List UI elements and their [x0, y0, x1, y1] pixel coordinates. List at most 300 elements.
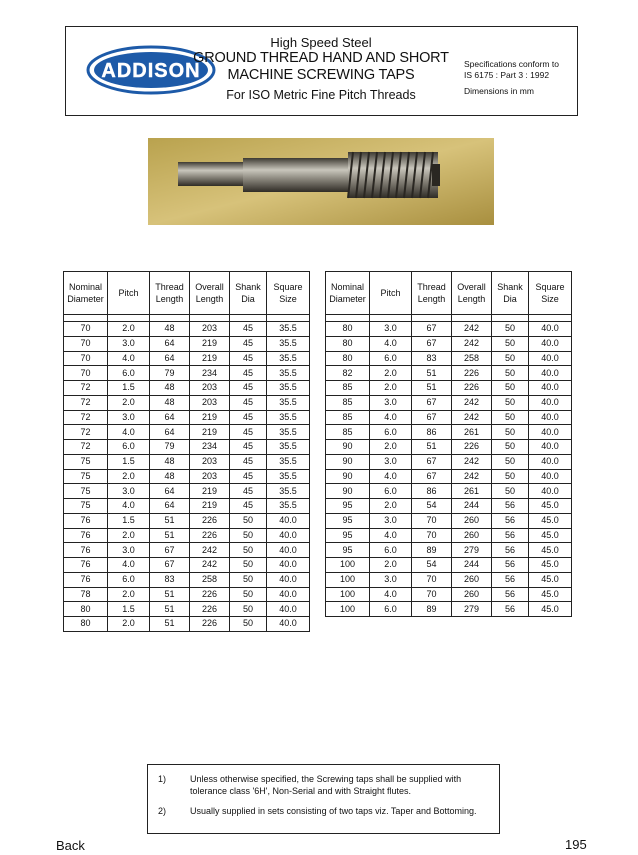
table-cell: 35.5: [267, 469, 310, 484]
table-cell: 79: [150, 366, 190, 381]
title-line-3: MACHINE SCREWING TAPS: [227, 67, 415, 83]
table-cell: 226: [190, 602, 230, 617]
col-thread-length: Thread Length: [412, 272, 452, 315]
spacer-cell: [230, 315, 267, 322]
table-cell: 2.0: [370, 366, 412, 381]
table-cell: 51: [150, 602, 190, 617]
table-row: [64, 469, 310, 484]
table-cell: 70: [412, 572, 452, 587]
spec-table-right: [325, 271, 572, 617]
table-row: [326, 602, 572, 617]
table-cell: 3.0: [370, 322, 412, 337]
table-cell: 45: [230, 440, 267, 455]
table-cell: 244: [452, 558, 492, 573]
table-cell: 45: [230, 351, 267, 366]
table-cell: 6.0: [370, 351, 412, 366]
table-cell: 67: [412, 454, 452, 469]
table-cell: 75: [64, 499, 108, 514]
table-cell: 80: [64, 602, 108, 617]
table-cell: 45: [230, 395, 267, 410]
table-row: [64, 410, 310, 425]
table-cell: 50: [492, 454, 529, 469]
table-cell: 219: [190, 425, 230, 440]
table-cell: 45.0: [529, 587, 572, 602]
table-cell: 3.0: [370, 513, 412, 528]
table-cell: 67: [412, 410, 452, 425]
table-cell: 50: [230, 617, 267, 632]
table-row: [326, 410, 572, 425]
table-cell: 40.0: [529, 454, 572, 469]
table-cell: 51: [150, 528, 190, 543]
table-cell: 76: [64, 513, 108, 528]
spacer-cell: [326, 315, 370, 322]
table-cell: 226: [452, 381, 492, 396]
table-cell: 4.0: [108, 558, 150, 573]
table-row: [64, 395, 310, 410]
table-cell: 50: [492, 322, 529, 337]
table-cell: 45: [230, 454, 267, 469]
table-cell: 89: [412, 543, 452, 558]
table-cell: 219: [190, 351, 230, 366]
table-cell: 219: [190, 499, 230, 514]
table-cell: 50: [230, 558, 267, 573]
table-cell: 70: [412, 528, 452, 543]
table-cell: 2.0: [108, 322, 150, 337]
page-number: 195: [565, 837, 587, 852]
right-table-body: [326, 315, 572, 617]
spacer-cell: [108, 315, 150, 322]
table-row: [64, 322, 310, 337]
table-cell: 85: [326, 381, 370, 396]
table-cell: 40.0: [529, 351, 572, 366]
table-cell: 3.0: [108, 410, 150, 425]
notes-box: [147, 764, 500, 834]
table-cell: 258: [452, 351, 492, 366]
table-cell: 40.0: [529, 425, 572, 440]
table-cell: 2.0: [370, 440, 412, 455]
spacer-cell: [412, 315, 452, 322]
table-cell: 3.0: [370, 572, 412, 587]
table-cell: 35.5: [267, 336, 310, 351]
table-cell: 64: [150, 336, 190, 351]
table-row: [326, 513, 572, 528]
table-row: [64, 499, 310, 514]
table-cell: 279: [452, 602, 492, 617]
tap-photo: [148, 138, 494, 225]
table-cell: 40.0: [529, 366, 572, 381]
table-row: [64, 602, 310, 617]
table-cell: 86: [412, 484, 452, 499]
table-cell: 56: [492, 543, 529, 558]
table-cell: 48: [150, 395, 190, 410]
table-cell: 260: [452, 513, 492, 528]
table-cell: 45.0: [529, 528, 572, 543]
table-cell: 219: [190, 484, 230, 499]
table-cell: 90: [326, 484, 370, 499]
table-cell: 40.0: [529, 381, 572, 396]
table-cell: 50: [492, 395, 529, 410]
table-cell: 40.0: [267, 602, 310, 617]
table-cell: 226: [190, 587, 230, 602]
table-cell: 100: [326, 558, 370, 573]
spacer-cell: [492, 315, 529, 322]
table-row: [64, 351, 310, 366]
col-pitch: Pitch: [370, 272, 412, 315]
table-cell: 45: [230, 381, 267, 396]
table-cell: 64: [150, 410, 190, 425]
table-cell: 35.5: [267, 454, 310, 469]
table-cell: 261: [452, 425, 492, 440]
table-row: [64, 528, 310, 543]
spacer-cell: [190, 315, 230, 322]
title-line-4: For ISO Metric Fine Pitch Threads: [226, 88, 416, 102]
table-cell: 244: [452, 499, 492, 514]
table-cell: 219: [190, 336, 230, 351]
table-cell: 35.5: [267, 484, 310, 499]
table-cell: 48: [150, 454, 190, 469]
table-row: [64, 587, 310, 602]
col-nominal-diameter: Nominal Diameter: [64, 272, 108, 315]
table-cell: 95: [326, 513, 370, 528]
table-cell: 40.0: [529, 322, 572, 337]
table-cell: 40.0: [529, 336, 572, 351]
table-cell: 260: [452, 572, 492, 587]
table-cell: 80: [64, 617, 108, 632]
table-cell: 80: [326, 351, 370, 366]
table-cell: 54: [412, 499, 452, 514]
table-cell: 40.0: [267, 528, 310, 543]
table-cell: 260: [452, 587, 492, 602]
table-cell: 90: [326, 454, 370, 469]
table-cell: 40.0: [529, 469, 572, 484]
table-cell: 2.0: [370, 381, 412, 396]
table-cell: 45.0: [529, 602, 572, 617]
table-cell: 35.5: [267, 499, 310, 514]
table-cell: 70: [412, 513, 452, 528]
table-cell: 45: [230, 410, 267, 425]
table-cell: 83: [412, 351, 452, 366]
table-cell: 54: [412, 558, 452, 573]
table-cell: 234: [190, 440, 230, 455]
spacer-cell: [64, 315, 108, 322]
table-cell: 83: [150, 572, 190, 587]
table-cell: 226: [190, 513, 230, 528]
table-cell: 64: [150, 484, 190, 499]
table-row: [64, 425, 310, 440]
table-cell: 64: [150, 499, 190, 514]
table-cell: 70: [64, 366, 108, 381]
table-row: [64, 454, 310, 469]
table-cell: 50: [230, 572, 267, 587]
table-row: [326, 528, 572, 543]
table-cell: 75: [64, 469, 108, 484]
table-cell: 40.0: [529, 395, 572, 410]
table-cell: 242: [452, 410, 492, 425]
table-cell: 50: [492, 484, 529, 499]
table-cell: 226: [452, 440, 492, 455]
note-text: Usually supplied in sets consisting of two taps viz. Taper and Bottoming.: [190, 806, 477, 816]
table-cell: 51: [150, 513, 190, 528]
table-row: [64, 440, 310, 455]
table-cell: 75: [64, 484, 108, 499]
title-block: [186, 35, 456, 103]
table-cell: 70: [64, 336, 108, 351]
table-cell: 2.0: [108, 587, 150, 602]
table-cell: 82: [326, 366, 370, 381]
table-cell: 35.5: [267, 351, 310, 366]
table-cell: 95: [326, 499, 370, 514]
table-cell: 85: [326, 425, 370, 440]
table-cell: 95: [326, 528, 370, 543]
table-row: [64, 366, 310, 381]
note-number: 1): [158, 774, 167, 784]
table-cell: 50: [230, 587, 267, 602]
table-cell: 2.0: [108, 395, 150, 410]
col-shank-dia: Shank Dia: [492, 272, 529, 315]
table-cell: 50: [230, 528, 267, 543]
table-cell: 2.0: [108, 528, 150, 543]
table-cell: 48: [150, 381, 190, 396]
table-cell: 35.5: [267, 410, 310, 425]
table-cell: 35.5: [267, 425, 310, 440]
table-cell: 203: [190, 322, 230, 337]
table-cell: 72: [64, 440, 108, 455]
table-cell: 45.0: [529, 499, 572, 514]
table-cell: 100: [326, 587, 370, 602]
table-cell: 2.0: [370, 558, 412, 573]
table-cell: 70: [64, 322, 108, 337]
table-cell: 76: [64, 572, 108, 587]
table-cell: 50: [492, 410, 529, 425]
table-cell: 242: [452, 336, 492, 351]
table-row: [326, 322, 572, 337]
col-square-size: Square Size: [267, 272, 310, 315]
table-cell: 242: [452, 469, 492, 484]
table-row: [326, 484, 572, 499]
table-cell: 56: [492, 572, 529, 587]
table-cell: 3.0: [108, 484, 150, 499]
spec-note: [464, 59, 576, 81]
table-cell: 76: [64, 543, 108, 558]
table-cell: 1.5: [108, 454, 150, 469]
table-cell: 6.0: [370, 602, 412, 617]
table-row: [64, 572, 310, 587]
table-cell: 279: [452, 543, 492, 558]
table-cell: 89: [412, 602, 452, 617]
table-cell: 40.0: [529, 410, 572, 425]
table-cell: 4.0: [370, 469, 412, 484]
table-cell: 67: [412, 469, 452, 484]
col-thread-length: Thread Length: [150, 272, 190, 315]
table-cell: 6.0: [108, 572, 150, 587]
table-row: [326, 543, 572, 558]
table-cell: 56: [492, 602, 529, 617]
table-cell: 234: [190, 366, 230, 381]
table-cell: 50: [230, 513, 267, 528]
spacer-cell: [529, 315, 572, 322]
table-cell: 67: [150, 558, 190, 573]
table-cell: 35.5: [267, 440, 310, 455]
table-cell: 3.0: [370, 454, 412, 469]
table-cell: 64: [150, 351, 190, 366]
spec-table-left: [63, 271, 310, 632]
table-row: [326, 366, 572, 381]
table-cell: 40.0: [267, 617, 310, 632]
spacer-row: [326, 315, 572, 322]
table-row: [64, 336, 310, 351]
table-cell: 50: [492, 381, 529, 396]
table-cell: 260: [452, 528, 492, 543]
table-cell: 45: [230, 484, 267, 499]
table-row: [326, 395, 572, 410]
table-cell: 50: [492, 336, 529, 351]
table-row: [64, 513, 310, 528]
table-cell: 45.0: [529, 513, 572, 528]
table-cell: 70: [64, 351, 108, 366]
table-row: [326, 558, 572, 573]
table-cell: 242: [452, 395, 492, 410]
table-cell: 45: [230, 366, 267, 381]
table-cell: 100: [326, 572, 370, 587]
table-cell: 226: [452, 366, 492, 381]
table-cell: 242: [190, 543, 230, 558]
table-row: [64, 484, 310, 499]
table-cell: 219: [190, 410, 230, 425]
table-row: [326, 351, 572, 366]
table-row: [64, 617, 310, 632]
table-cell: 56: [492, 528, 529, 543]
spacer-cell: [452, 315, 492, 322]
table-cell: 203: [190, 395, 230, 410]
table-row: [326, 587, 572, 602]
table-cell: 3.0: [370, 395, 412, 410]
table-cell: 45.0: [529, 558, 572, 573]
dimensions-note: Dimensions in mm: [464, 86, 534, 96]
col-shank-dia: Shank Dia: [230, 272, 267, 315]
table-cell: 51: [150, 587, 190, 602]
table-cell: 67: [150, 543, 190, 558]
table-cell: 72: [64, 395, 108, 410]
table-cell: 4.0: [370, 410, 412, 425]
table-cell: 203: [190, 454, 230, 469]
table-cell: 75: [64, 454, 108, 469]
table-cell: 6.0: [370, 425, 412, 440]
table-cell: 72: [64, 425, 108, 440]
table-row: [326, 425, 572, 440]
table-cell: 6.0: [108, 366, 150, 381]
table-cell: 203: [190, 381, 230, 396]
table-cell: 40.0: [267, 543, 310, 558]
table-cell: 51: [150, 617, 190, 632]
table-cell: 45: [230, 425, 267, 440]
table-row: [326, 572, 572, 587]
spec-line-1: Specifications conform to: [464, 59, 559, 69]
table-cell: 56: [492, 499, 529, 514]
table-cell: 76: [64, 528, 108, 543]
col-square-size: Square Size: [529, 272, 572, 315]
table-cell: 242: [190, 558, 230, 573]
note-number: 2): [158, 806, 167, 816]
note-text: Unless otherwise specified, the Screwing taps shall be supplied with tolerance class '6H', Non-Serial and with Straight flutes.: [190, 774, 462, 796]
table-cell: 45: [230, 469, 267, 484]
table-cell: 242: [452, 454, 492, 469]
table-row: [64, 558, 310, 573]
table-cell: 86: [412, 425, 452, 440]
table-cell: 48: [150, 322, 190, 337]
table-cell: 2.0: [108, 617, 150, 632]
table-cell: 50: [230, 602, 267, 617]
table-cell: 35.5: [267, 395, 310, 410]
col-pitch: Pitch: [108, 272, 150, 315]
table-cell: 6.0: [370, 543, 412, 558]
table-row: [326, 469, 572, 484]
table-cell: 2.0: [108, 469, 150, 484]
table-cell: 2.0: [370, 499, 412, 514]
spec-line-2: IS 6175 : Part 3 : 1992: [464, 70, 550, 80]
table-cell: 64: [150, 425, 190, 440]
table-cell: 40.0: [267, 572, 310, 587]
table-cell: 51: [412, 366, 452, 381]
table-cell: 4.0: [370, 587, 412, 602]
table-cell: 72: [64, 381, 108, 396]
table-cell: 35.5: [267, 366, 310, 381]
title-line-2: GROUND THREAD HAND AND SHORT: [193, 50, 449, 66]
table-row: [326, 440, 572, 455]
table-cell: 50: [492, 469, 529, 484]
table-cell: 70: [412, 587, 452, 602]
table-cell: 6.0: [370, 484, 412, 499]
table-cell: 56: [492, 587, 529, 602]
header-box: [65, 26, 578, 116]
table-cell: 50: [492, 366, 529, 381]
spacer-cell: [370, 315, 412, 322]
table-cell: 226: [190, 617, 230, 632]
spacer-cell: [150, 315, 190, 322]
table-cell: 50: [492, 425, 529, 440]
table-cell: 35.5: [267, 381, 310, 396]
table-cell: 1.5: [108, 513, 150, 528]
table-cell: 95: [326, 543, 370, 558]
table-row: [326, 499, 572, 514]
table-cell: 4.0: [108, 351, 150, 366]
table-cell: 51: [412, 440, 452, 455]
table-cell: 4.0: [108, 425, 150, 440]
table-cell: 45.0: [529, 543, 572, 558]
col-overall-length: Overall Length: [190, 272, 230, 315]
table-cell: 1.5: [108, 602, 150, 617]
table-cell: 85: [326, 410, 370, 425]
table-cell: 40.0: [529, 484, 572, 499]
table-cell: 80: [326, 322, 370, 337]
table-cell: 78: [64, 587, 108, 602]
table-cell: 79: [150, 440, 190, 455]
table-cell: 45.0: [529, 572, 572, 587]
table-cell: 51: [412, 381, 452, 396]
table-cell: 261: [452, 484, 492, 499]
back-link[interactable]: Back: [56, 838, 85, 853]
table-cell: 45: [230, 499, 267, 514]
table-cell: 50: [492, 351, 529, 366]
table-row: [326, 454, 572, 469]
table-cell: 48: [150, 469, 190, 484]
table-cell: 56: [492, 513, 529, 528]
table-cell: 3.0: [108, 336, 150, 351]
col-overall-length: Overall Length: [452, 272, 492, 315]
table-cell: 242: [452, 322, 492, 337]
table-cell: 56: [492, 558, 529, 573]
table-cell: 45: [230, 322, 267, 337]
table-cell: 4.0: [370, 528, 412, 543]
